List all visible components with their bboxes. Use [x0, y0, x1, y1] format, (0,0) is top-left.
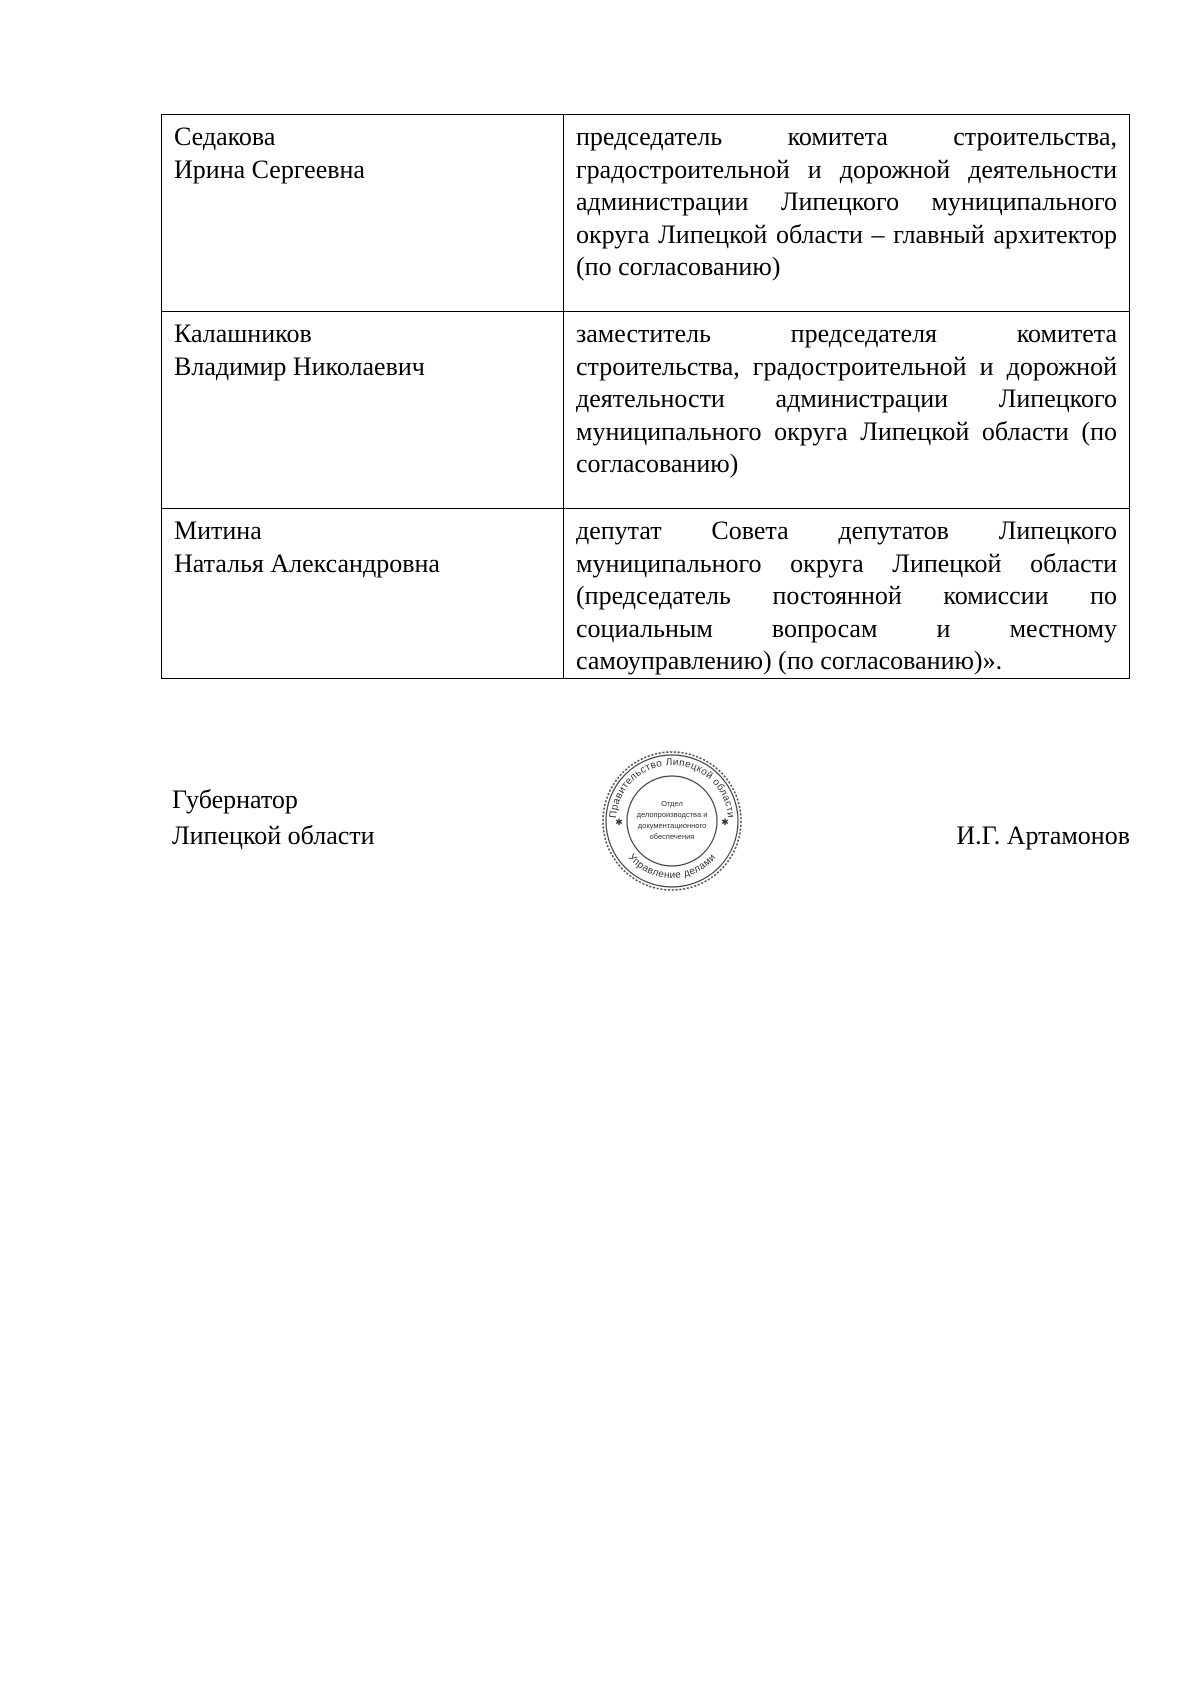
signatory-position: [172, 782, 375, 854]
svg-text:✱: ✱: [615, 817, 623, 827]
table-row: [162, 312, 1130, 509]
member-given-names: Наталья Александровна: [174, 548, 440, 578]
members-table: [161, 114, 1130, 679]
member-surname: Митина: [174, 516, 262, 545]
member-surname: Калашников: [174, 319, 312, 348]
member-name-cell: [162, 115, 564, 312]
signatory-name: И.Г. Артамонов: [956, 821, 1130, 850]
member-given-names: Владимир Николаевич: [174, 351, 425, 381]
stamp-outer-text: Правительство Липецкой области: [607, 756, 736, 819]
stamp-center-line-1: Отдел: [661, 799, 683, 808]
table-row: [162, 509, 1130, 679]
svg-text:✱: ✱: [721, 817, 729, 827]
member-surname: Седакова: [174, 122, 276, 151]
stamp-bottom-text: Управление делами: [625, 851, 719, 882]
stamp-center-line-4: обеспечения: [649, 832, 695, 841]
member-name-cell: [162, 509, 564, 679]
stamp-center-line-3: документационного: [637, 821, 707, 830]
member-role-cell: заместитель председателя комитета строительства, градостроительной и дорожной деятельности администрации Липецкого муниципального округа Липецкой области (по согласованию): [564, 312, 1130, 509]
member-role-cell: председатель комитета строительства, градостроительной и дорожной деятельности администрации Липецкого муниципального округа Липецкой области – главный архитектор (по согласованию): [564, 115, 1130, 312]
member-name-cell: [162, 312, 564, 509]
signatory-position-line-1: Губернатор: [172, 785, 298, 814]
member-given-names: Ирина Сергеевна: [174, 154, 365, 184]
official-stamp: [600, 749, 744, 893]
member-role-cell: депутат Совета депутатов Липецкого муниципального округа Липецкой области (председатель постоянной комиссии по социальным вопросам и местному самоуправлению) (по согласованию)».: [564, 509, 1130, 679]
signatory-position-line-2: Липецкой области: [172, 821, 375, 850]
stamp-center-line-2: делопроизводства и: [636, 810, 708, 819]
table-row: [162, 115, 1130, 312]
